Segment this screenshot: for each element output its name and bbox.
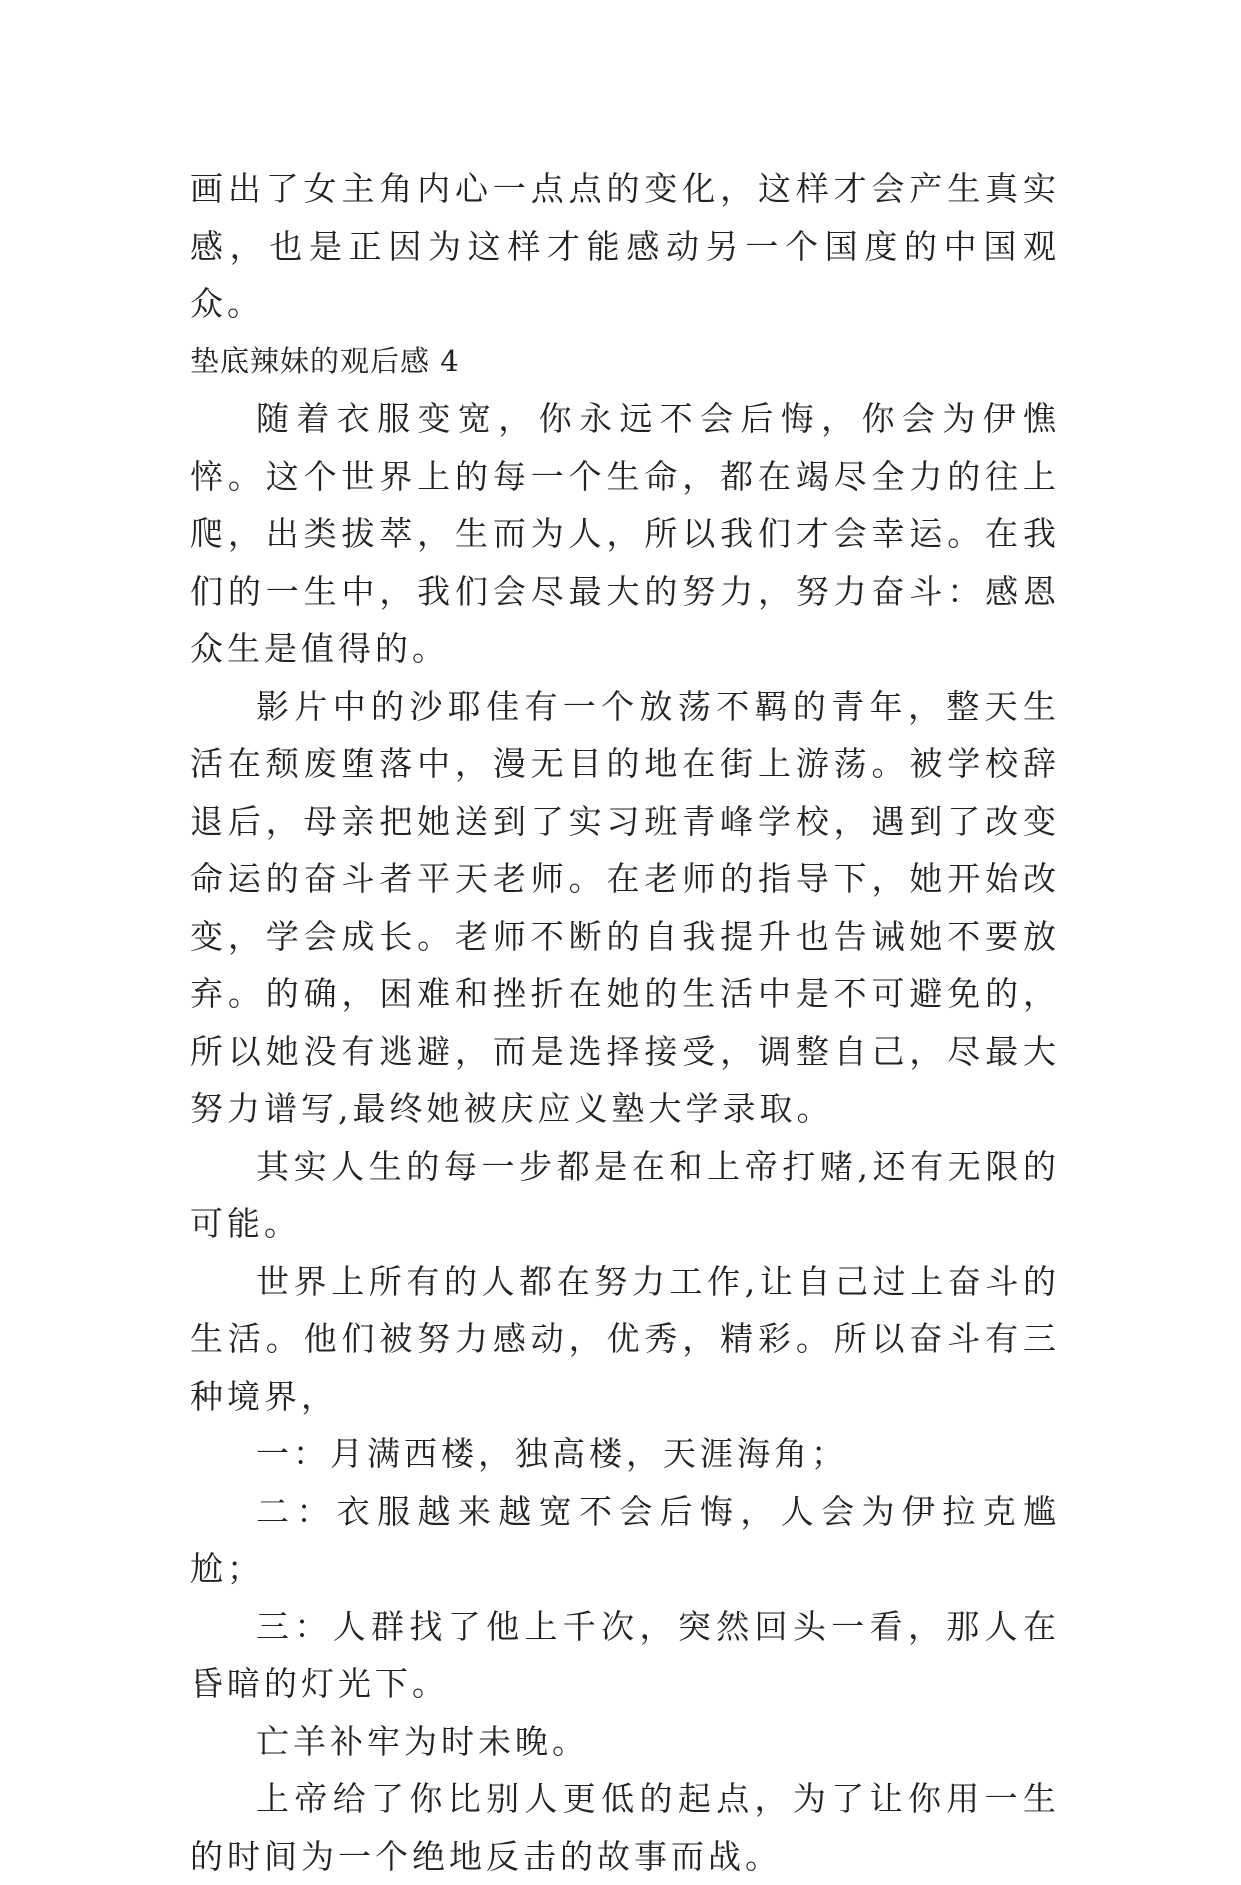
paragraph-10: 上帝给了你比别人更低的起点，为了让你用一生的时间为一个绝地反击的故事而战。 (190, 1779, 1060, 1876)
paragraph-3: 影片中的沙耶佳有一个放荡不羁的青年，整天生活在颓废堕落中，漫无目的地在街上游荡。被学校辞退后，母亲把她送到了实习班青峰学校，遇到了改变命运的奋斗者平天老师。在老师的指导下，她开始改变，学会成长。老师不断的自我提升也告诫她不要放弃。的确，困难和挫折在她的生活中是不可避免的，所以她没有逃避，而是选择接受，调整自己，尽最大努力谱写,最终她被庆应义塾大学录取。 (190, 686, 1060, 1128)
section-heading: 垫底辣妹的观后感 4 (190, 343, 460, 378)
paragraph-9: 亡羊补牢为时未晚。 (256, 1721, 589, 1761)
paragraph-7: 二：衣服越来越宽不会后悔，人会为伊拉克尴尬； (190, 1491, 1060, 1588)
paragraph-4: 其实人生的每一步都是在和上帝打赌,还有无限的可能。 (190, 1146, 1060, 1243)
paragraph-8: 三：人群找了他上千次，突然回头一看，那人在昏暗的灯光下。 (190, 1606, 1060, 1703)
paragraph-2: 随着衣服变宽，你永远不会后悔，你会为伊憔悴。这个世界上的每一个生命，都在竭尽全力的往上爬，出类拔萃，生而为人，所以我们才会幸运。在我们的一生中，我们会尽最大的努力，努力奋斗：感恩众生是值得的。 (190, 399, 1060, 668)
document-body (190, 160, 1060, 1885)
paragraph-5: 世界上所有的人都在努力工作,让自己过上奋斗的生活。他们被努力感动，优秀，精彩。所以奋斗有三种境界， (190, 1261, 1060, 1416)
paragraph-1: 画出了女主角内心一点点的变化，这样才会产生真实感，也是正因为这样才能感动另一个国度的中国观众。 (190, 169, 1060, 323)
paragraph-6: 一：月满西楼，独高楼，天涯海角； (256, 1434, 848, 1473)
